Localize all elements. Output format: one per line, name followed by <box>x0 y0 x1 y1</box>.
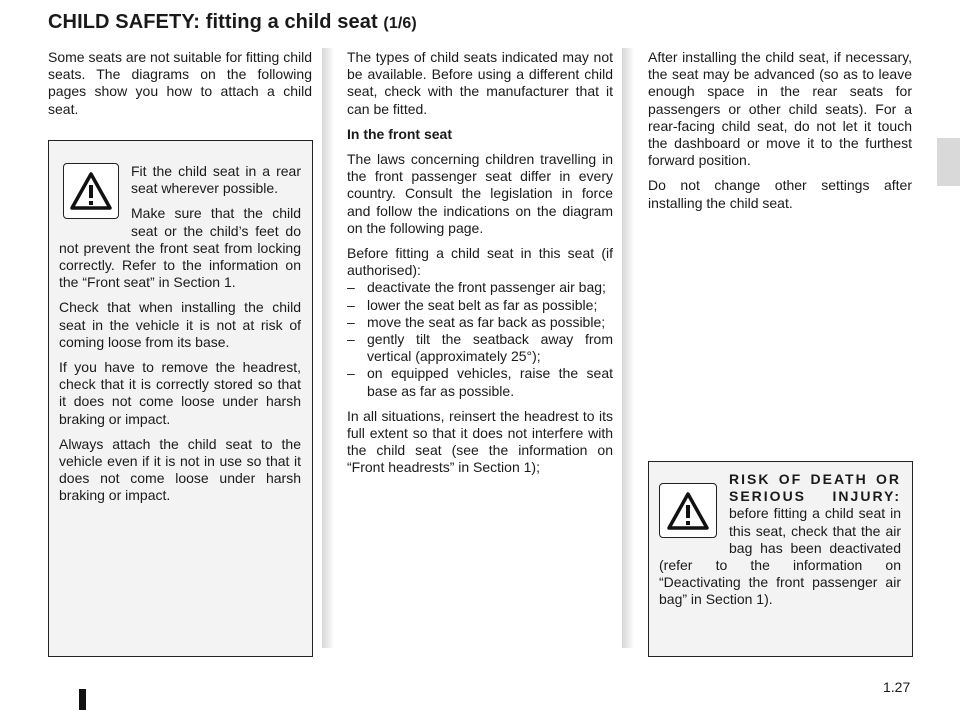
warning-box-left <box>48 140 313 657</box>
title-part-indicator: (1/6) <box>383 15 417 32</box>
page-number: 1.27 <box>883 679 911 695</box>
paragraph: Before fitting a child seat in this seat (if authorised): <box>347 245 613 279</box>
intro-paragraph: Some seats are not suitable for fitting child seats. The diagrams on the following pages show you how to attach a child seat. <box>48 49 312 117</box>
warning-paragraph: Fit the child seat in a rear seat wherever possible. <box>131 163 301 197</box>
column-divider <box>322 48 334 648</box>
paragraph: After installing the child seat, if necessary, the seat may be advanced (so as to leave enough space in the rear seats for passengers or other child seats). For a rear-facing child seat, do not let it touch the dashboard or move it to the furthest forward position. <box>648 49 912 169</box>
warning-paragraph: Always attach the child seat to the vehicle even if it is not in use so that it does not come loose under harsh braking or impact. <box>59 435 301 504</box>
corner-mark <box>79 689 86 710</box>
risk-label: RISK OF DEATH OR SERIOUS INJURY: <box>729 471 901 505</box>
list-item: – gently tilt the seatback away from vertical (approximately 25°); <box>347 331 613 365</box>
column-right <box>648 49 912 220</box>
warning-triangle-icon <box>63 163 119 219</box>
paragraph: Do not change other settings after installing the child seat. <box>648 177 912 211</box>
column-divider <box>622 48 634 648</box>
warning-paragraph: If you have to remove the headrest, check that it is correctly stored so that it does not come loose under harsh braking or impact. <box>59 359 301 427</box>
column-left <box>48 49 312 126</box>
list-item: – deactivate the front passenger air bag; <box>347 279 613 296</box>
paragraph: The types of child seats indicated may not be available. Before using a different child seat, check with the manufacturer that it can be fitted. <box>347 49 613 117</box>
warning-paragraph: Check that when installing the child seat in the vehicle it is not at risk of coming loose from its base. <box>59 299 301 350</box>
paragraph: The laws concerning children travelling in the front passenger seat differ in every country. Consult the legislation in force and follow the indications on the diagram on the following page. <box>347 151 613 236</box>
warning-box-right <box>648 461 913 657</box>
paragraph: In all situations, reinsert the headrest to its full extent so that it does not interfere with the child seat (see the information on “Front headrests” in Section 1); <box>347 407 613 476</box>
list-item: – lower the seat belt as far as possible; <box>347 297 613 314</box>
warning-paragraph: Make sure that the child seat or the child’s feet do not prevent the front seat from locking correctly. Refer to the information on the “Front seat” in Section 1. <box>59 205 301 291</box>
risk-text: before fitting a child seat in this seat, check that the air bag has been deactivated (refer to the information on “Deactivating the front passenger air bag” in Section 1). <box>659 505 901 608</box>
warning-triangle-icon <box>659 483 717 538</box>
list-item: – move the seat as far back as possible; <box>347 314 613 331</box>
page-title <box>48 11 417 34</box>
column-middle <box>347 49 613 485</box>
section-tab <box>937 138 960 186</box>
section-heading: In the front seat <box>347 125 453 142</box>
list-item: – on equipped vehicles, raise the seat base as far as possible. <box>347 365 613 399</box>
steps-list <box>347 279 613 399</box>
title-main: CHILD SAFETY: fitting a child seat <box>48 11 378 33</box>
